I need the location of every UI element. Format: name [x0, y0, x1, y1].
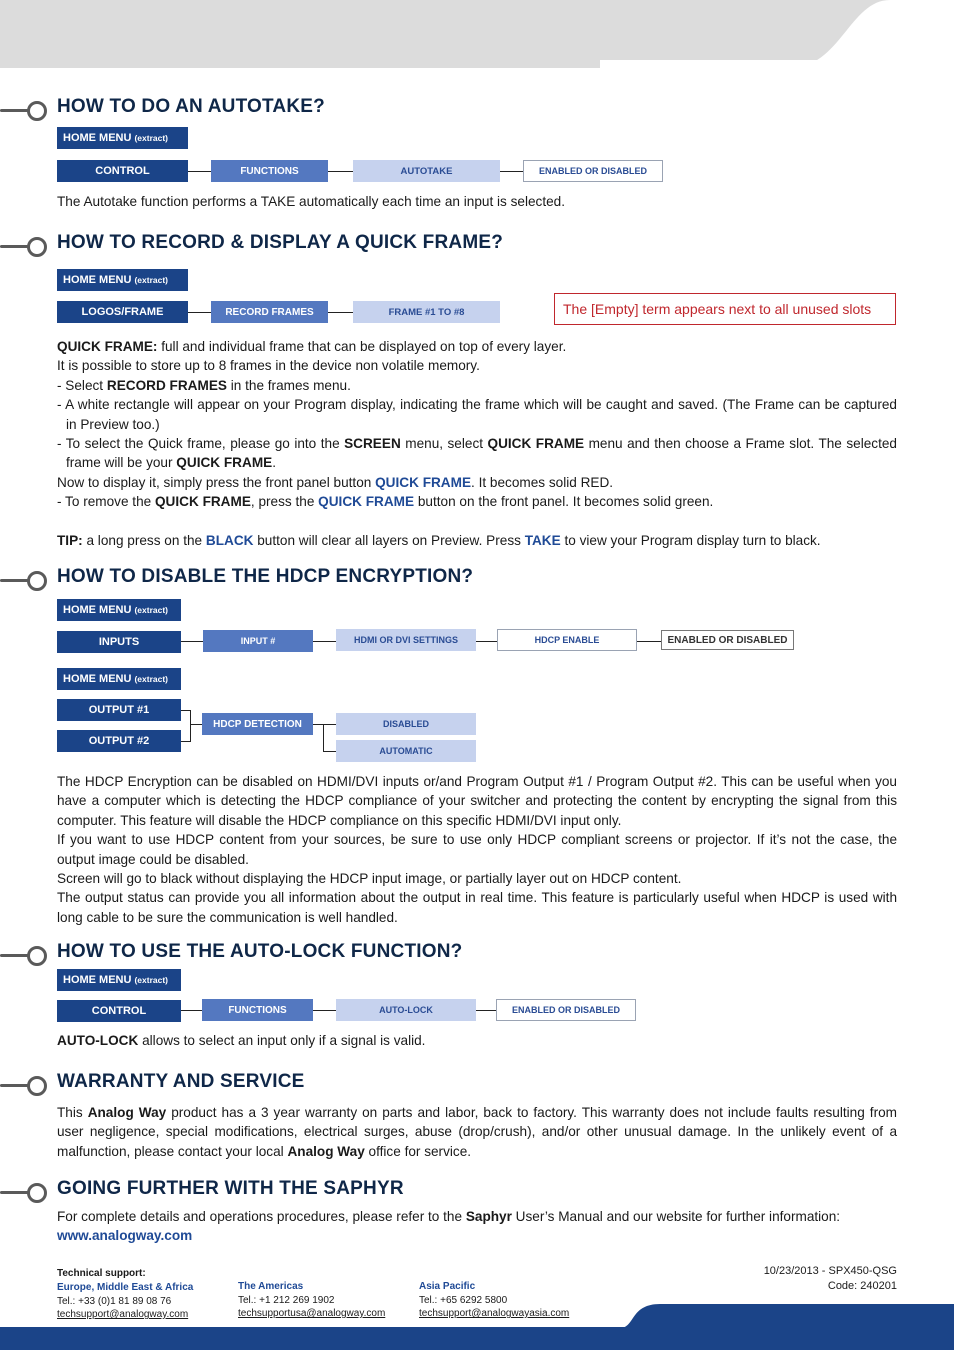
menu-step-hdcp-enable: HDCP ENABLE — [497, 629, 637, 651]
menu-step-output-1: OUTPUT #1 — [57, 699, 181, 721]
connector — [313, 641, 336, 642]
section-title-hdcp: HOW TO DISABLE THE HDCP ENCRYPTION? — [57, 566, 474, 587]
connector — [188, 312, 211, 313]
connector — [328, 312, 353, 313]
connector — [313, 724, 323, 725]
section-marker — [0, 1181, 48, 1203]
empty-slot-note: The [Empty] term appears next to all unused slots — [554, 293, 896, 325]
support-email-asia[interactable]: techsupport@analogwayasia.com — [419, 1308, 570, 1319]
home-menu-label: HOME MENU (extract) — [57, 668, 181, 690]
menu-step-logos-frame: LOGOS/FRAME — [57, 301, 188, 323]
menu-step-enabled-disabled: ENABLED OR DISABLED — [661, 630, 794, 650]
home-menu-label: HOME MENU (extract) — [57, 127, 188, 149]
section-marker — [0, 569, 48, 591]
home-menu-label: HOME MENU (extract) — [57, 269, 188, 291]
connector — [188, 171, 211, 172]
section-title-further: GOING FURTHER WITH THE SAPHYR — [57, 1178, 404, 1199]
menu-step-record-frames: RECORD FRAMES — [211, 301, 328, 323]
connector — [476, 641, 497, 642]
section-title-quick-frame: HOW TO RECORD & DISPLAY A QUICK FRAME? — [57, 232, 504, 253]
menu-step-hdmi-dvi-settings: HDMI OR DVI SETTINGS — [336, 629, 476, 651]
connector — [190, 710, 191, 742]
connector — [328, 171, 353, 172]
section-marker — [0, 944, 48, 966]
menu-step-functions: FUNCTIONS — [202, 999, 313, 1021]
home-menu-label: HOME MENU (extract) — [57, 969, 181, 991]
footer-band-curve — [600, 1304, 954, 1328]
footer-band — [0, 1327, 954, 1350]
quick-frame-body: QUICK FRAME: full and individual frame that can be displayed on top of every layer. It is possible to store up to 8 frames in the device non volatile memory. - Select RECORD FRAMES in the frames menu. - A white rectangle will appear on your Program display, indicating the frame which will be caught and saved. (The Frame can be captured in Preview too.) - To select the Quick frame, please go into the SCREEN menu, select QUICK FRAME menu and then choose a Frame slot. The selected frame will be your QUICK FRAME. Now to display it, simply press the front panel button QUICK FRAME. It becomes solid RED. - To remove the QUICK FRAME, press the QUICK FRAME button on the front panel. It becomes solid green. TIP: a long press on the BLACK button will clear all layers on Preview. Press TAKE to view your Program display turn to black. — [57, 339, 897, 549]
section-title-warranty: WARRANTY AND SERVICE — [57, 1071, 305, 1092]
connector — [181, 641, 203, 642]
support-email-americas[interactable]: techsupportusa@analogway.com — [238, 1308, 386, 1319]
menu-step-control: CONTROL — [57, 160, 188, 182]
connector — [323, 724, 336, 725]
section-title-autolock: HOW TO USE THE AUTO-LOCK FUNCTION? — [57, 941, 463, 962]
section-marker — [0, 235, 48, 257]
section-marker — [0, 1074, 48, 1096]
menu-step-input-number: INPUT # — [203, 630, 313, 652]
connector — [190, 724, 202, 725]
connector — [323, 724, 324, 751]
document-reference: 10/23/2013 - SPX450-QSG Code: 240201 — [763, 1265, 897, 1292]
hdcp-body: The HDCP Encryption can be disabled on HDMI/DVI inputs or/and Program Output #1 / Program Output #2. This can be useful when you have a computer which is detecting the HDCP compliance of your switcher and protecting the content by encrypting the signal from this computer. This feature will disable the HDCP compliance on this specific HDMI/DVI input only. If you want to use HDCP content from your sources, be sure to use only HDCP compliant screens or projector. If it’s not the case, the output image could be disabled. Screen will go to black without displaying the HDCP input image, or partially layer out on HDCP content. The output status can provide you all information about the output in real time. This feature is particularly useful when HDCP is used with long cable to be sure the communication is well handled. — [57, 774, 897, 925]
menu-step-hdcp-detection: HDCP DETECTION — [202, 713, 313, 735]
menu-step-output-2: OUTPUT #2 — [57, 730, 181, 752]
section-title-autotake: HOW TO DO AN AUTOTAKE? — [57, 96, 325, 117]
connector — [181, 1010, 202, 1011]
connector — [313, 1010, 336, 1011]
autotake-description: The Autotake function performs a TAKE automatically each time an input is selected. — [57, 194, 566, 209]
menu-step-control: CONTROL — [57, 1000, 181, 1022]
menu-option-automatic: AUTOMATIC — [336, 740, 476, 762]
website-link[interactable]: www.analogway.com — [57, 1228, 193, 1243]
header-band-curve — [600, 0, 954, 68]
menu-step-functions: FUNCTIONS — [211, 160, 328, 182]
section-marker — [0, 99, 48, 121]
menu-step-enabled-disabled: ENABLED OR DISABLED — [496, 999, 636, 1021]
menu-step-inputs: INPUTS — [57, 631, 181, 653]
support-americas: The Americas Tel.: +1 212 269 1902 techsupportusa@analogway.com — [238, 1281, 386, 1319]
menu-option-disabled: DISABLED — [336, 713, 476, 735]
further-body: For complete details and operations procedures, please refer to the Saphyr User’s Manual and our website for further information: — [57, 1209, 841, 1224]
autolock-description: AUTO-LOCK allows to select an input only if a signal is valid. — [57, 1033, 426, 1048]
home-menu-label: HOME MENU (extract) — [57, 599, 181, 621]
menu-step-auto-lock: AUTO-LOCK — [336, 999, 476, 1021]
menu-step-autotake: AUTOTAKE — [353, 160, 500, 182]
support-emea: Europe, Middle East & Africa Tel.: +33 (0)1 81 89 08 76 techsupport@analogway.com — [57, 1282, 194, 1320]
menu-step-frame-slots: FRAME #1 TO #8 — [353, 301, 500, 323]
support-title: Technical support: — [57, 1268, 146, 1279]
connector — [637, 641, 661, 642]
connector — [500, 171, 523, 172]
warranty-body: This Analog Way product has a 3 year warranty on parts and labor, back to factory. This warranty does not include faults resulting from user negligence, special modifications, electrical surges, abuse (drop/crush), and/or other unusual damage. In the unlikely event of a malfunction, please contact your local Analog Way office for service. — [57, 1105, 897, 1159]
support-email-emea[interactable]: techsupport@analogway.com — [57, 1309, 189, 1320]
connector — [476, 1010, 496, 1011]
support-asia-pacific: Asia Pacific Tel.: +65 6292 5800 techsupport@analogwayasia.com — [419, 1281, 570, 1319]
connector — [323, 751, 336, 752]
menu-step-enabled-disabled: ENABLED OR DISABLED — [523, 160, 663, 182]
